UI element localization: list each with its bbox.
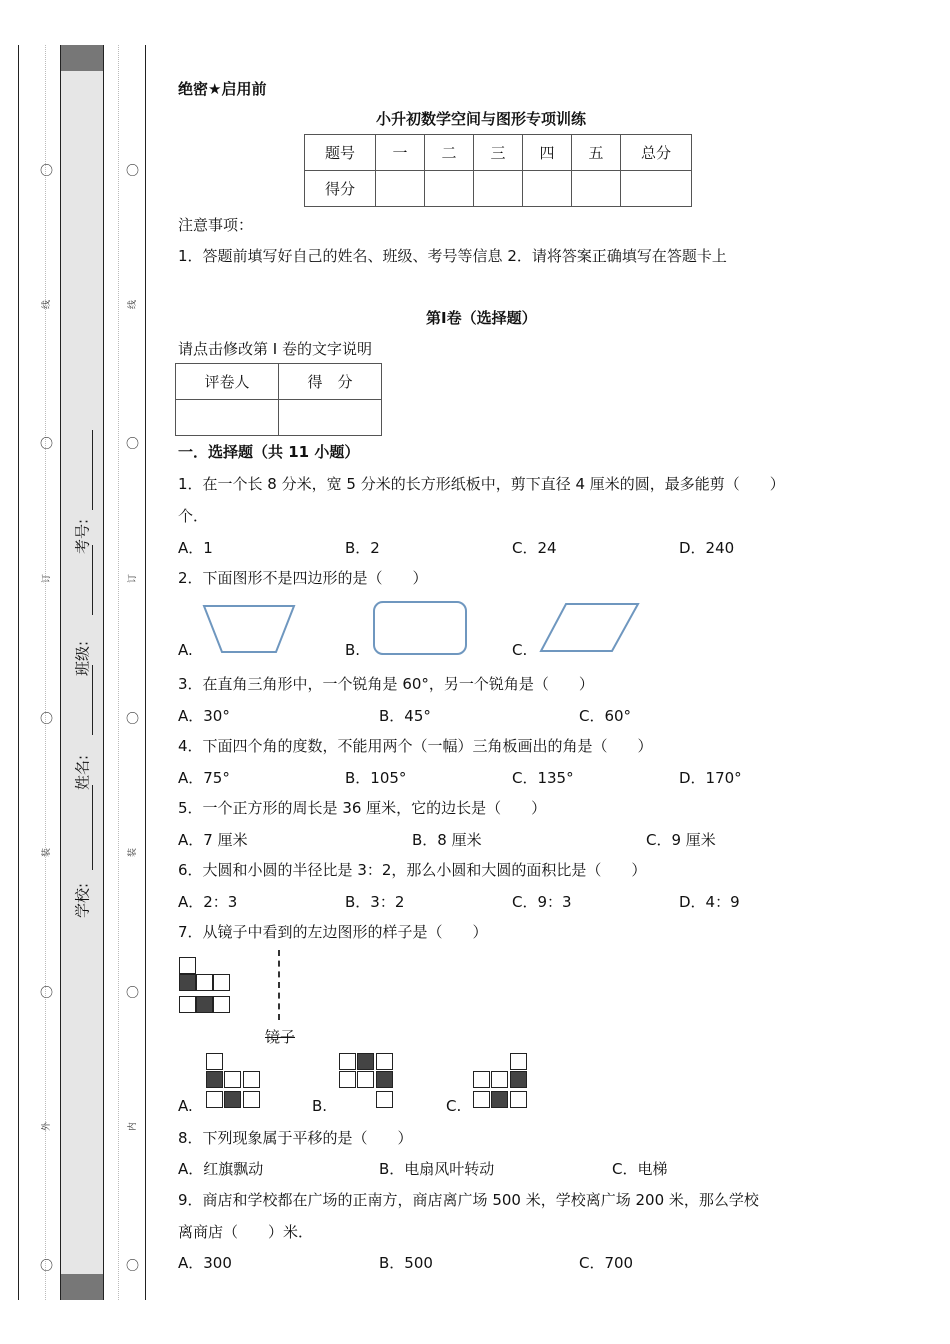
question-stem: 5．一个正方形的周长是 36 厘米，它的边长是（ ） — [178, 799, 547, 817]
grid-cell — [473, 1091, 490, 1108]
score-table — [304, 134, 692, 207]
grid-cell-dark — [510, 1071, 527, 1088]
exam-no-underline — [92, 430, 93, 510]
section-desc: 请点击修改第 I 卷的文字说明 — [178, 340, 372, 358]
option[interactable]: C. — [512, 641, 528, 659]
name-label: 姓名: — [73, 754, 92, 791]
grid-cell — [510, 1053, 527, 1070]
score-table-row — [305, 171, 692, 207]
strip-char: 内 — [128, 1121, 139, 1132]
grid-cell-dark — [376, 1071, 393, 1088]
binding-cap-top — [61, 45, 103, 71]
grid-cell — [213, 974, 230, 991]
score-header-cell: 二 — [425, 135, 474, 171]
question-stem-cont: 个． — [178, 507, 209, 525]
option[interactable]: A．300 — [178, 1254, 232, 1272]
circle-mark: 〇 — [40, 164, 54, 179]
grader-cell[interactable] — [176, 400, 279, 436]
option[interactable]: B．电扇风叶转动 — [379, 1160, 495, 1178]
mirror-label: 镜子 — [265, 1028, 296, 1046]
option[interactable]: A．2：3 — [178, 893, 238, 911]
page-title: 小升初数学空间与图形专项训练 — [376, 110, 587, 128]
score-input-cell[interactable] — [279, 400, 382, 436]
binding-cap-bottom — [61, 1274, 103, 1300]
option[interactable]: B．3：2 — [345, 893, 405, 911]
option[interactable]: B. — [345, 641, 361, 659]
score-header-cell: 一 — [376, 135, 425, 171]
name-underline — [92, 665, 93, 735]
grid-cell — [206, 1091, 223, 1108]
question-stem: 8．下列现象属于平移的是（ ） — [178, 1129, 413, 1147]
option[interactable]: C．9 厘米 — [646, 831, 716, 849]
grid-cell — [179, 957, 196, 974]
grader-table — [175, 363, 382, 436]
grid-cell — [224, 1071, 241, 1088]
option[interactable]: D．170° — [679, 769, 742, 787]
grid-cell — [206, 1053, 223, 1070]
trapezoid-shape — [200, 603, 298, 655]
grid-cell — [339, 1071, 356, 1088]
strip-char: 装 — [128, 847, 139, 858]
circle-mark: 〇 — [126, 1259, 140, 1274]
circle-mark: 〇 — [126, 164, 140, 179]
grader-row — [176, 400, 382, 436]
binding-line-left — [18, 45, 19, 1300]
secret-label: 绝密★启用前 — [178, 80, 267, 98]
notes-line: 1．答题前填写好自己的姓名、班级、考号等信息 2．请将答案正确填写在答题卡上 — [178, 247, 727, 265]
score-header-cell: 题号 — [305, 135, 376, 171]
question-stem: 3．在直角三角形中，一个锐角是 60°，另一个锐角是（ ） — [178, 675, 594, 693]
strip-char: 外 — [42, 1121, 53, 1132]
option[interactable]: A．红旗飘动 — [178, 1160, 264, 1178]
section-title: 第Ⅰ卷（选择题） — [426, 309, 537, 327]
score-header-cell: 三 — [474, 135, 523, 171]
grid-cell — [243, 1071, 260, 1088]
option[interactable]: B．8 厘米 — [412, 831, 482, 849]
score-cell[interactable] — [523, 171, 572, 207]
grid-cell — [473, 1071, 490, 1088]
exam-no-label: 考号: — [73, 518, 92, 555]
strip-char: 装 — [42, 847, 53, 858]
circle-mark: 〇 — [126, 437, 140, 452]
option[interactable]: B．500 — [379, 1254, 433, 1272]
circle-mark: 〇 — [40, 712, 54, 727]
option[interactable]: A. — [178, 1097, 193, 1115]
option[interactable]: C．9：3 — [512, 893, 572, 911]
option[interactable]: B．105° — [345, 769, 407, 787]
option[interactable]: C. — [446, 1097, 462, 1115]
score-header-cell: 总分 — [621, 135, 692, 171]
circle-mark: 〇 — [126, 986, 140, 1001]
strip-char: 订 — [128, 573, 139, 584]
grid-cell — [376, 1053, 393, 1070]
question-stem: 1．在一个长 8 分米，宽 5 分米的长方形纸板中，剪下直径 4 厘米的圆，最多能剪（ ） — [178, 475, 785, 493]
question-stem-cont: 离商店（ ）米． — [178, 1223, 314, 1241]
option[interactable]: A．1 — [178, 539, 213, 557]
circle-mark: 〇 — [40, 437, 54, 452]
score-header-cell: 四 — [523, 135, 572, 171]
school-underline — [92, 785, 93, 870]
grader-row — [176, 364, 382, 400]
strip-char: 线 — [42, 299, 53, 310]
option[interactable]: A．75° — [178, 769, 230, 787]
grid-cell-dark — [206, 1071, 223, 1088]
part-title: 一．选择题（共 11 小题） — [178, 443, 360, 461]
grid-cell-dark — [179, 974, 196, 991]
option[interactable]: A. — [178, 641, 193, 659]
option[interactable]: C．24 — [512, 539, 557, 557]
class-label: 班级: — [73, 640, 92, 677]
grader-label: 评卷人 — [176, 364, 279, 400]
grid-cell-dark — [491, 1091, 508, 1108]
binding-line-right — [145, 45, 146, 1300]
parallelogram-shape — [538, 601, 642, 655]
grid-cell — [510, 1091, 527, 1108]
option[interactable]: A．30° — [178, 707, 230, 725]
score-header-cell: 五 — [572, 135, 621, 171]
score-label: 得 分 — [279, 364, 382, 400]
score-table-row — [305, 135, 692, 171]
grid-cell — [213, 996, 230, 1013]
question-stem: 4．下面四个角的度数，不能用两个（一幅）三角板画出的角是（ ） — [178, 737, 653, 755]
circle-mark: 〇 — [40, 1259, 54, 1274]
grid-cell — [357, 1071, 374, 1088]
notes-title: 注意事项： — [178, 216, 254, 234]
circle-mark: 〇 — [40, 986, 54, 1001]
grid-cell — [196, 974, 213, 991]
question-stem: 6．大圆和小圆的半径比是 3：2，那么小圆和大圆的面积比是（ ） — [178, 861, 647, 879]
score-cell[interactable] — [425, 171, 474, 207]
grid-cell — [491, 1071, 508, 1088]
option[interactable]: C．700 — [579, 1254, 634, 1272]
class-underline — [92, 545, 93, 615]
grid-cell — [339, 1053, 356, 1070]
strip-char: 线 — [128, 299, 139, 310]
binding-dots-2 — [118, 45, 119, 1300]
score-cell[interactable] — [621, 171, 692, 207]
option[interactable]: B. — [312, 1097, 328, 1115]
question-stem: 9．商店和学校都在广场的正南方，商店离广场 500 米，学校离广场 200 米，那么学校 — [178, 1191, 759, 1209]
grid-cell — [376, 1091, 393, 1108]
question-stem: 7．从镜子中看到的左边图形的样子是（ ） — [178, 923, 488, 941]
option[interactable]: D．4：9 — [679, 893, 740, 911]
option[interactable]: A．7 厘米 — [178, 831, 248, 849]
grid-cell-dark — [357, 1053, 374, 1070]
rounded-rect-shape — [371, 599, 469, 657]
mirror-line — [278, 950, 280, 1020]
question-stem: 2．下面图形不是四边形的是（ ） — [178, 569, 428, 587]
score-row-label: 得分 — [305, 171, 376, 207]
binding-dots-1 — [45, 45, 46, 1300]
grid-cell — [179, 996, 196, 1013]
school-label: 学校: — [73, 882, 92, 919]
circle-mark: 〇 — [126, 712, 140, 727]
score-cell[interactable] — [376, 171, 425, 207]
grid-cell-dark — [224, 1091, 241, 1108]
strip-char: 订 — [42, 573, 53, 584]
option[interactable]: C．135° — [512, 769, 574, 787]
grid-cell-dark — [196, 996, 213, 1013]
option[interactable]: B．45° — [379, 707, 431, 725]
score-cell[interactable] — [474, 171, 523, 207]
option[interactable]: C．电梯 — [612, 1160, 668, 1178]
score-cell[interactable] — [572, 171, 621, 207]
option[interactable]: B．2 — [345, 539, 380, 557]
option[interactable]: C．60° — [579, 707, 632, 725]
grid-cell — [243, 1091, 260, 1108]
option[interactable]: D．240 — [679, 539, 735, 557]
